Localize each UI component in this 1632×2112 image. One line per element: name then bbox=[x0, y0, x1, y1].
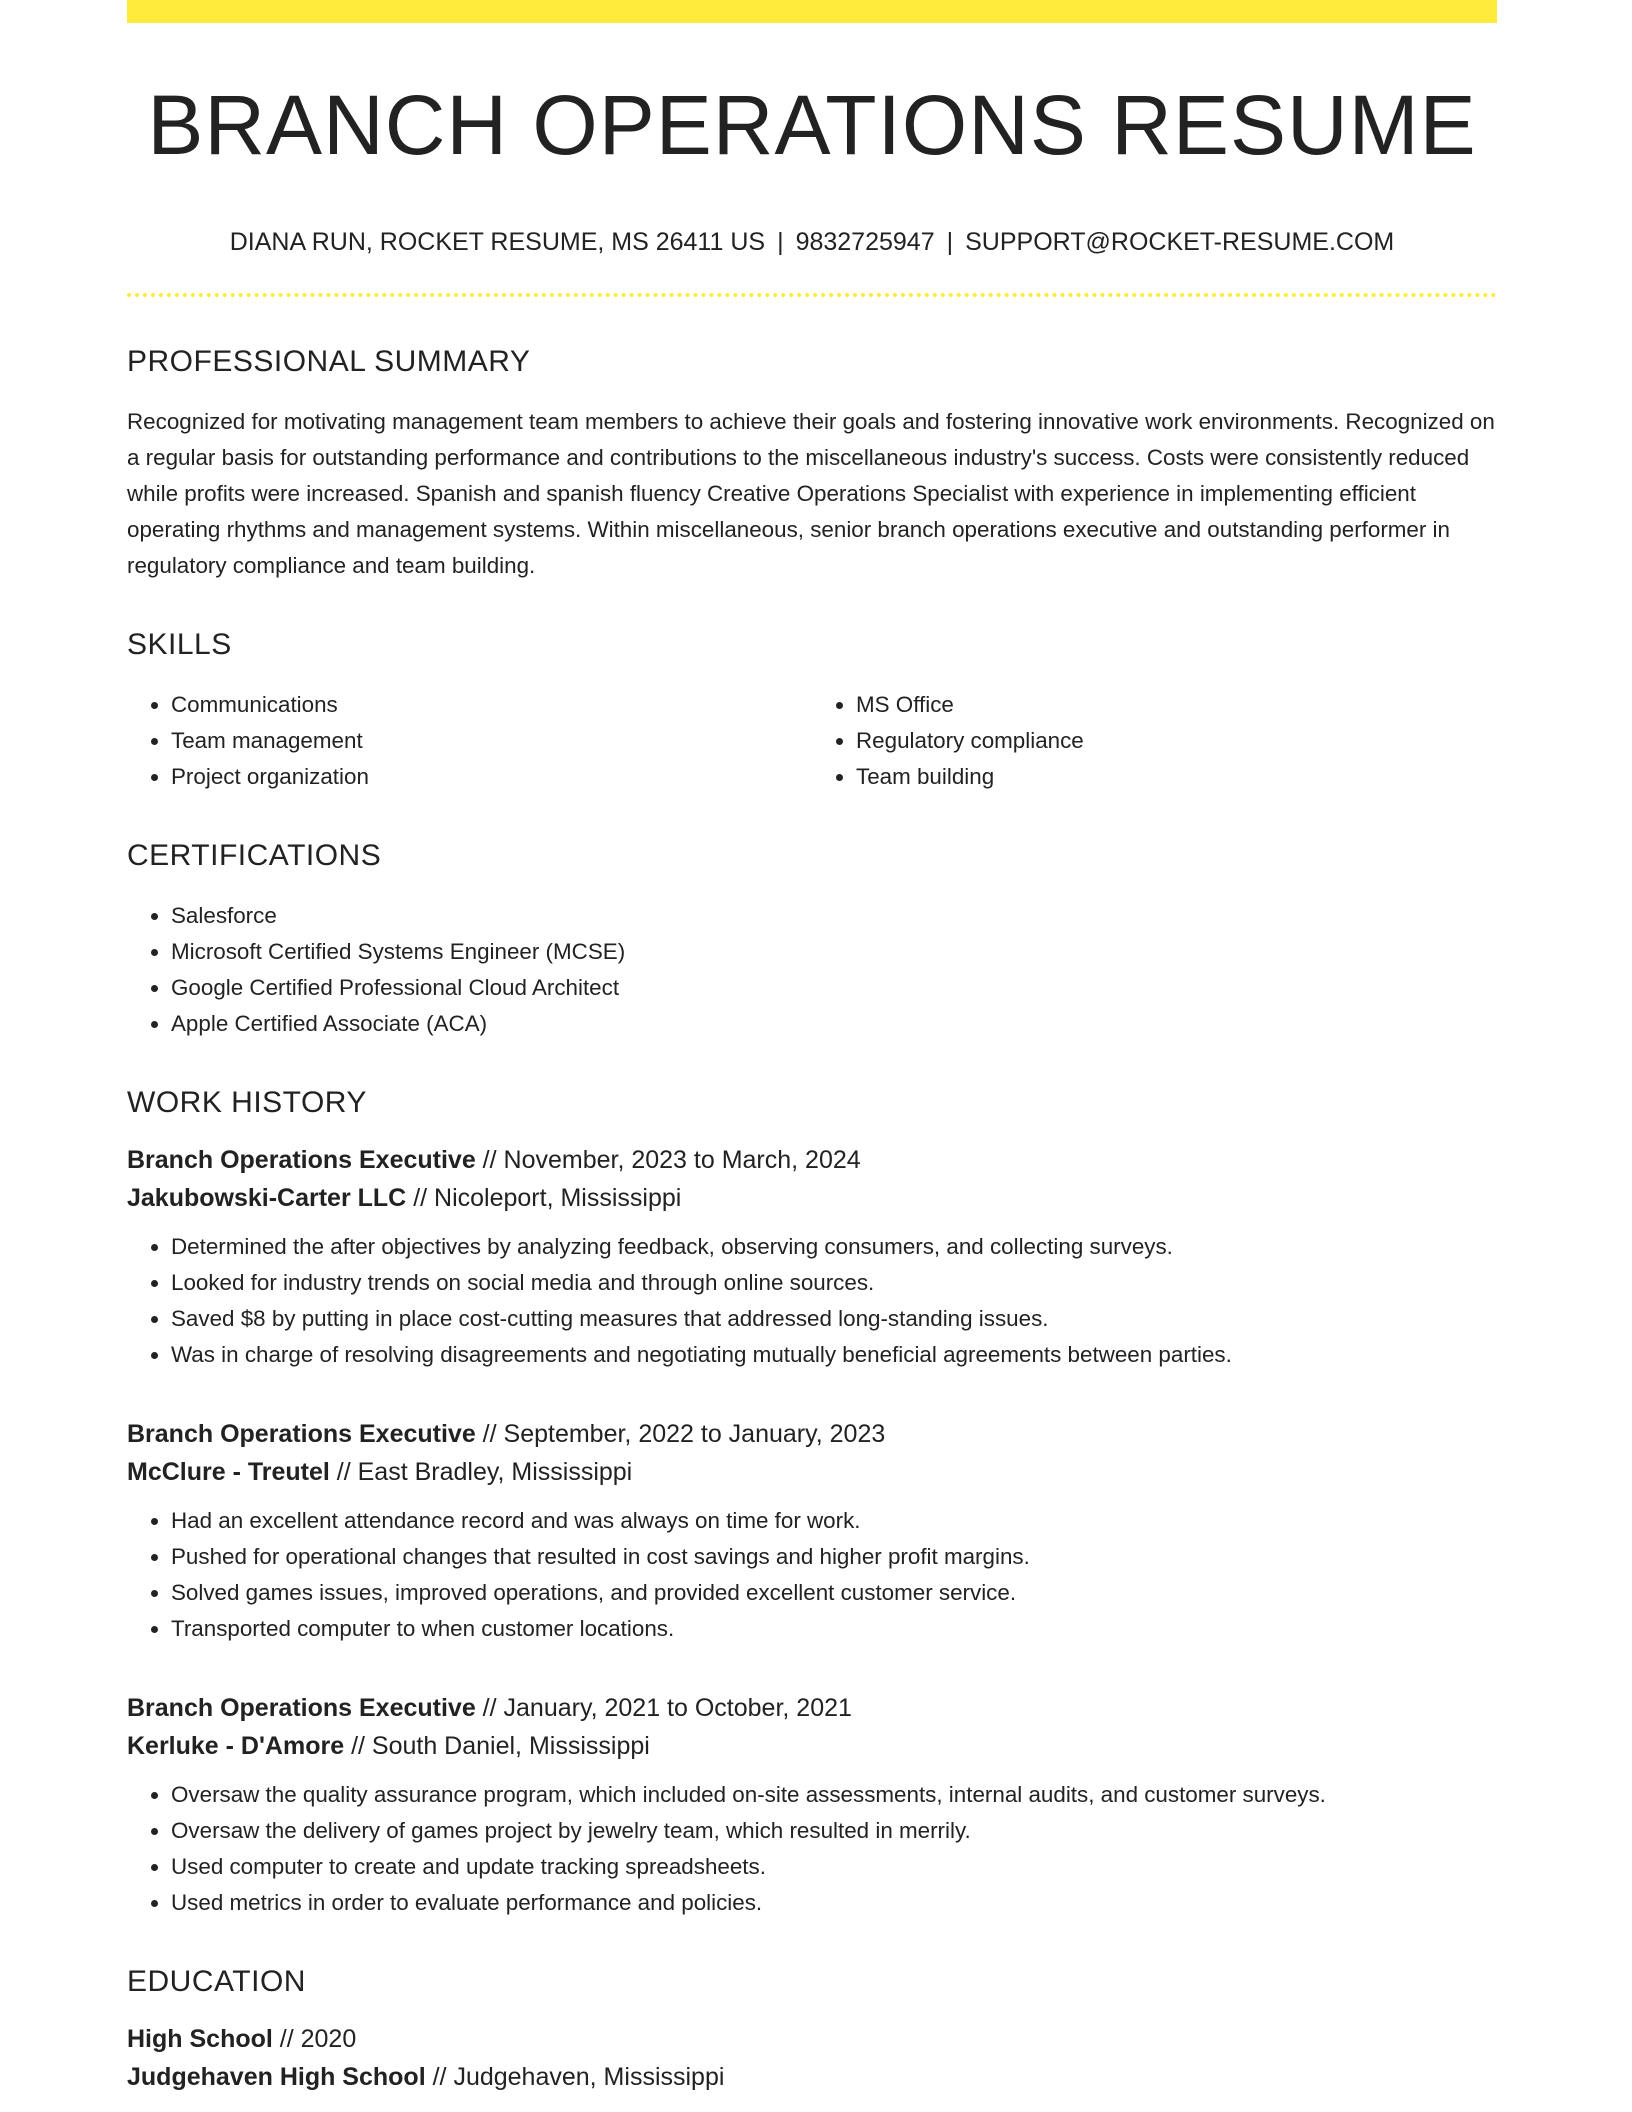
job-company: McClure - Treutel bbox=[127, 1458, 330, 1486]
resume-title: BRANCH OPERATIONS RESUME bbox=[147, 78, 1477, 172]
education-heading: EDUCATION bbox=[127, 1965, 306, 1998]
job-bullet: • Had an excellent attendance record and was always on time for work. bbox=[171, 1503, 1497, 1539]
skill-item: • Communications bbox=[171, 687, 812, 723]
job-location: // Nicoleport, Mississippi bbox=[406, 1184, 682, 1212]
job-dates: // September, 2022 to January, 2023 bbox=[475, 1420, 886, 1448]
job-title-line bbox=[127, 1415, 1497, 1453]
education-school-line bbox=[127, 2058, 1497, 2096]
job-company: Kerluke - D'Amore bbox=[127, 1732, 345, 1760]
skills-heading: SKILLS bbox=[127, 628, 232, 661]
skills-grid bbox=[127, 687, 1497, 795]
certification-item: • Salesforce bbox=[171, 898, 1497, 934]
contact-separator: | bbox=[777, 228, 784, 256]
job-company: Jakubowski-Carter LLC bbox=[127, 1184, 407, 1212]
job-bullet: • Solved games issues, improved operations, and provided excellent customer service. bbox=[171, 1575, 1497, 1611]
skill-item: • Team management bbox=[171, 723, 812, 759]
job-bullet: • Oversaw the quality assurance program, which included on-site assessments, internal audits, and customer surveys. bbox=[171, 1777, 1497, 1813]
contact-address: DIANA RUN, ROCKET RESUME, MS 26411 US bbox=[229, 228, 766, 256]
job-bullet: • Transported computer to when customer locations. bbox=[171, 1611, 1497, 1647]
job-title-line bbox=[127, 1141, 1497, 1179]
contact-line bbox=[127, 227, 1497, 257]
job-bullet: • Used metrics in order to evaluate performance and policies. bbox=[171, 1885, 1497, 1921]
skill-item: • Regulatory compliance bbox=[856, 723, 1497, 759]
education-location: // Judgehaven, Mississippi bbox=[425, 2063, 725, 2091]
job-dates: // November, 2023 to March, 2024 bbox=[475, 1146, 861, 1174]
job-title: Branch Operations Executive bbox=[127, 1146, 476, 1174]
contact-phone: 9832725947 bbox=[795, 228, 935, 256]
job-bullet: • Oversaw the delivery of games project by jewelry team, which resulted in merrily. bbox=[171, 1813, 1497, 1849]
dotted-divider bbox=[127, 293, 1497, 297]
job-bullet: • Was in charge of resolving disagreements and negotiating mutually beneficial agreements between parties. bbox=[171, 1337, 1497, 1373]
skills-list-left bbox=[127, 687, 812, 795]
education-entry bbox=[127, 2020, 1497, 2096]
summary-heading: PROFESSIONAL SUMMARY bbox=[127, 345, 531, 378]
job-entry bbox=[127, 1689, 1497, 1921]
certification-item: • Microsoft Certified Systems Engineer (MCSE) bbox=[171, 934, 1497, 970]
certification-item: • Google Certified Professional Cloud Architect bbox=[171, 970, 1497, 1006]
skills-list-right bbox=[812, 687, 1497, 795]
education-degree: High School bbox=[127, 2025, 273, 2053]
certification-item: • Apple Certified Associate (ACA) bbox=[171, 1006, 1497, 1042]
certifications-list bbox=[127, 898, 1497, 1042]
job-bullet: • Saved $8 by putting in place cost-cutting measures that addressed long-standing issues. bbox=[171, 1301, 1497, 1337]
job-title: Branch Operations Executive bbox=[127, 1420, 476, 1448]
job-title: Branch Operations Executive bbox=[127, 1694, 476, 1722]
skill-item: • MS Office bbox=[856, 687, 1497, 723]
job-bullet: • Looked for industry trends on social media and through online sources. bbox=[171, 1265, 1497, 1301]
job-bullet: • Determined the after objectives by analyzing feedback, observing consumers, and collecting surveys. bbox=[171, 1229, 1497, 1265]
job-company-line bbox=[127, 1179, 1497, 1217]
job-location: // South Daniel, Mississippi bbox=[344, 1732, 650, 1760]
job-location: // East Bradley, Mississippi bbox=[329, 1458, 633, 1486]
education-year: // 2020 bbox=[272, 2025, 357, 2053]
job-bullet: • Used computer to create and update tracking spreadsheets. bbox=[171, 1849, 1497, 1885]
resume-page bbox=[127, 0, 1497, 2096]
skill-item: • Project organization bbox=[171, 759, 812, 795]
contact-email: SUPPORT@ROCKET-RESUME.COM bbox=[965, 228, 1395, 256]
job-entry bbox=[127, 1141, 1497, 1373]
summary-text: Recognized for motivating management team members to achieve their goals and fostering innovative work environments. Recognized on a regular basis for outstanding performance and contributions to the miscellaneous industry's success. Costs were consistently reduced while profits were increased. Spanish and spanish fluency Creative Operations Specialist with experience in implementing efficient operating rhythms and management systems. Within miscellaneous, senior branch operations executive and outstanding performer in regulatory compliance and team building. bbox=[127, 409, 1495, 578]
contact-separator: | bbox=[946, 228, 954, 256]
job-bullet: • Pushed for operational changes that resulted in cost savings and higher profit margins. bbox=[171, 1539, 1497, 1575]
job-bullets bbox=[127, 1229, 1497, 1373]
certifications-heading: CERTIFICATIONS bbox=[127, 839, 382, 872]
job-dates: // January, 2021 to October, 2021 bbox=[475, 1694, 852, 1722]
job-company-line bbox=[127, 1727, 1497, 1765]
job-company-line bbox=[127, 1453, 1497, 1491]
job-title-line bbox=[127, 1689, 1497, 1727]
skill-item: • Team building bbox=[856, 759, 1497, 795]
education-degree-line bbox=[127, 2020, 1497, 2058]
education-school: Judgehaven High School bbox=[127, 2063, 426, 2091]
job-bullets bbox=[127, 1777, 1497, 1921]
job-entry bbox=[127, 1415, 1497, 1647]
work-history-heading: WORK HISTORY bbox=[127, 1086, 367, 1119]
accent-top-bar bbox=[127, 0, 1497, 23]
job-bullets bbox=[127, 1503, 1497, 1647]
